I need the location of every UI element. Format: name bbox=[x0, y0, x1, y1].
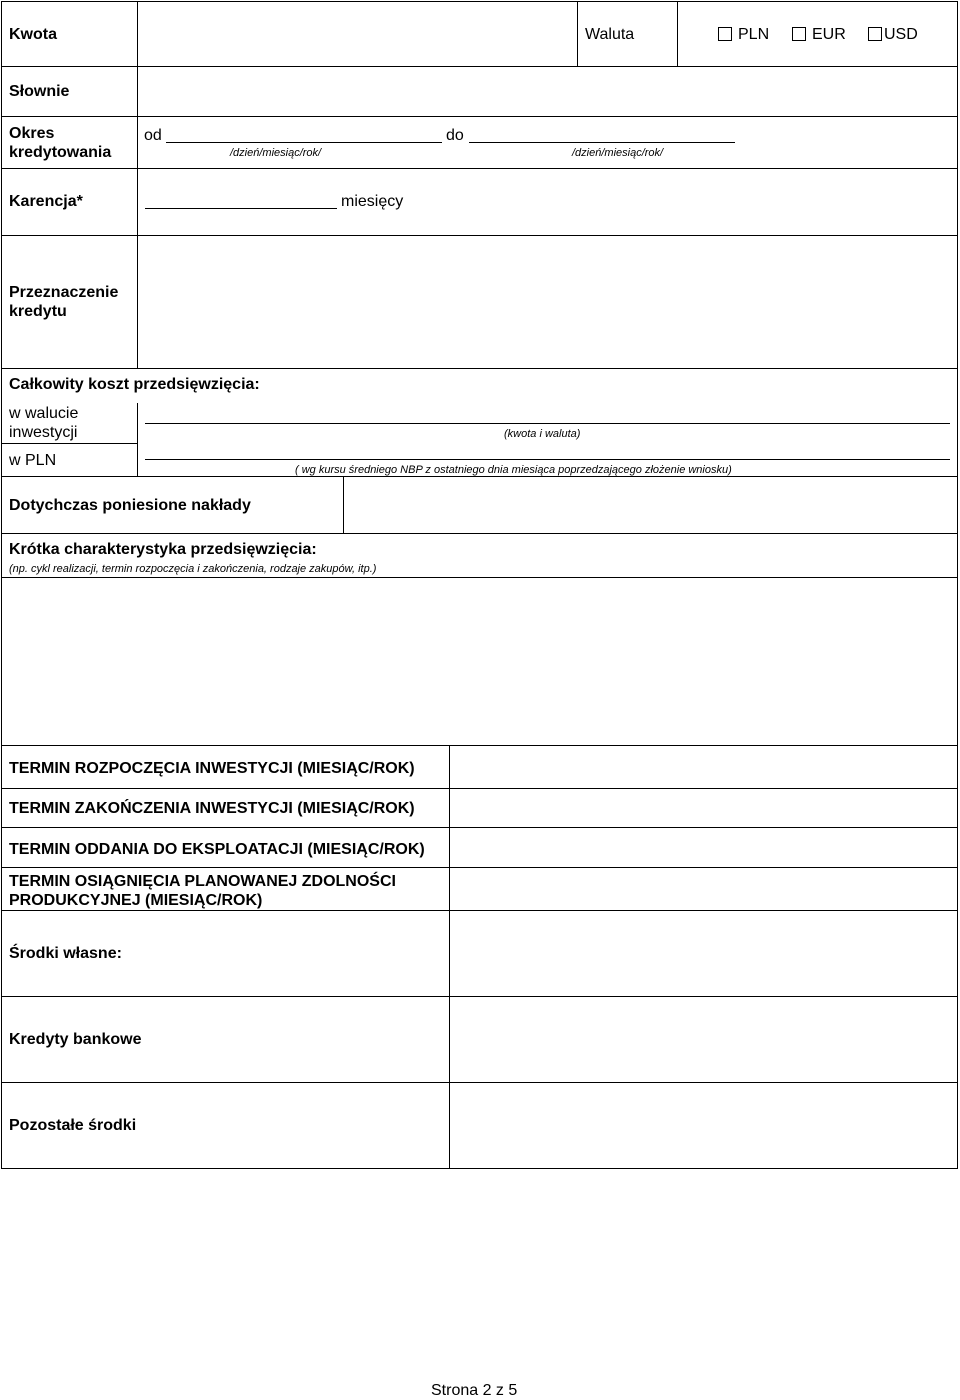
przeznaczenie-label-line1: Przeznaczenie bbox=[9, 284, 119, 301]
termin-zdolnosci-label-line1: TERMIN OSIĄGNIĘCIA PLANOWANEJ ZDOLNOŚCI bbox=[9, 873, 396, 890]
kwota-input[interactable] bbox=[139, 3, 575, 65]
termin-rozpoczecia-label: TERMIN ROZPOCZĘCIA INWESTYCJI (MIESIĄC/ROK) bbox=[9, 760, 415, 777]
termin-zdolnosci-label bbox=[9, 872, 396, 910]
koszt-waluta-field[interactable] bbox=[145, 423, 950, 424]
koszt-waluta-label-line1: w walucie bbox=[9, 405, 79, 422]
okres-do-hint: /dzień/miesiąc/rok/ bbox=[572, 147, 664, 159]
naklady-label: Dotychczas poniesione nakłady bbox=[9, 497, 251, 514]
charakterystyka-hint: (np. cykl realizacji, termin rozpoczęcia i zakończenia, rodzaje zakupów, itp.) bbox=[9, 563, 377, 575]
eur-checkbox[interactable] bbox=[792, 27, 806, 41]
row-divider bbox=[1, 443, 138, 444]
column-divider bbox=[577, 1, 578, 66]
przeznaczenie-label bbox=[9, 283, 118, 321]
column-divider bbox=[137, 1, 138, 368]
termin-zakonczenia-label: TERMIN ZAKOŃCZENIA INWESTYCJI (MIESIĄC/ROK) bbox=[9, 800, 415, 817]
page-number: Strona 2 z 5 bbox=[431, 1382, 518, 1399]
row-divider bbox=[1, 827, 958, 828]
row-divider bbox=[1, 996, 958, 997]
karencja-label: Karencja* bbox=[9, 193, 83, 210]
row-divider bbox=[1, 116, 958, 117]
okres-label bbox=[9, 124, 111, 162]
column-divider bbox=[343, 476, 344, 533]
termin-eksploatacji-input[interactable] bbox=[451, 829, 955, 866]
row-divider bbox=[1, 533, 958, 534]
przeznaczenie-input[interactable] bbox=[139, 237, 955, 367]
table-border-left bbox=[1, 1, 2, 1169]
row-divider bbox=[1, 1082, 958, 1083]
okres-od-hint: /dzień/miesiąc/rok/ bbox=[230, 147, 322, 159]
slownie-label: Słownie bbox=[9, 83, 70, 100]
koszt-waluta-hint: (kwota i waluta) bbox=[504, 428, 581, 440]
okres-label-line2: kredytowania bbox=[9, 144, 112, 161]
currency-option-usd[interactable] bbox=[868, 25, 918, 44]
termin-zakonczenia-input[interactable] bbox=[451, 790, 955, 826]
currency-option-eur[interactable] bbox=[792, 25, 846, 44]
okres-label-line1: Okres bbox=[9, 125, 55, 142]
row-divider bbox=[1, 368, 958, 369]
termin-zdolnosci-input[interactable] bbox=[451, 869, 955, 909]
koszt-pln-label: w PLN bbox=[9, 452, 57, 469]
karencja-unit: miesięcy bbox=[341, 193, 404, 210]
row-divider bbox=[1, 910, 958, 911]
currency-option-pln[interactable] bbox=[718, 25, 769, 44]
srodki-wlasne-input[interactable] bbox=[451, 912, 955, 995]
pln-label: PLN bbox=[738, 26, 770, 43]
koszt-pln-hint: ( wg kursu średniego NBP z ostatniego dnia miesiąca poprzedzającego złożenie wniosku) bbox=[295, 464, 732, 476]
slownie-input[interactable] bbox=[139, 68, 955, 115]
kredyty-bankowe-label: Kredyty bankowe bbox=[9, 1031, 142, 1048]
table-border-right bbox=[957, 1, 958, 1169]
row-divider bbox=[1, 745, 958, 746]
kredyty-bankowe-input[interactable] bbox=[451, 998, 955, 1081]
karencja-field[interactable] bbox=[145, 208, 337, 209]
row-divider bbox=[1, 867, 958, 868]
row-divider bbox=[1, 235, 958, 236]
usd-checkbox[interactable] bbox=[868, 27, 882, 41]
row-divider bbox=[1, 66, 958, 67]
column-divider bbox=[677, 1, 678, 66]
koszt-heading: Całkowity koszt przedsięwzięcia: bbox=[9, 376, 260, 393]
row-divider bbox=[1, 168, 958, 169]
termin-zdolnosci-label-line2: PRODUKCYJNEJ (MIESIĄC/ROK) bbox=[9, 892, 263, 909]
okres-do-field[interactable] bbox=[469, 142, 735, 143]
okres-do-label: do bbox=[446, 127, 464, 144]
termin-eksploatacji-label: TERMIN ODDANIA DO EKSPLOATACJI (MIESIĄC/ROK) bbox=[9, 841, 425, 858]
column-divider bbox=[449, 745, 450, 910]
waluta-label: Waluta bbox=[585, 26, 635, 43]
naklady-input[interactable] bbox=[345, 478, 955, 532]
usd-label: USD bbox=[884, 26, 918, 43]
srodki-wlasne-label: Środki własne: bbox=[9, 945, 122, 962]
row-divider bbox=[1, 1, 958, 2]
termin-rozpoczecia-input[interactable] bbox=[451, 747, 955, 787]
pozostale-srodki-label: Pozostałe środki bbox=[9, 1117, 137, 1134]
column-divider bbox=[449, 910, 450, 1168]
pln-checkbox[interactable] bbox=[718, 27, 732, 41]
kwota-label: Kwota bbox=[9, 26, 57, 43]
koszt-waluta-label-line2: inwestycji bbox=[9, 424, 78, 441]
pozostale-srodki-input[interactable] bbox=[451, 1084, 955, 1167]
okres-od-field[interactable] bbox=[166, 142, 442, 143]
charakterystyka-input[interactable] bbox=[3, 579, 955, 744]
koszt-waluta-label bbox=[9, 404, 78, 442]
row-divider bbox=[1, 788, 958, 789]
okres-od-label: od bbox=[144, 127, 162, 144]
row-divider bbox=[1, 1168, 958, 1169]
przeznaczenie-label-line2: kredytu bbox=[9, 303, 67, 320]
column-divider bbox=[137, 403, 138, 476]
charakterystyka-heading: Krótka charakterystyka przedsięwzięcia: bbox=[9, 541, 317, 558]
eur-label: EUR bbox=[812, 26, 846, 43]
koszt-pln-field[interactable] bbox=[145, 459, 950, 460]
